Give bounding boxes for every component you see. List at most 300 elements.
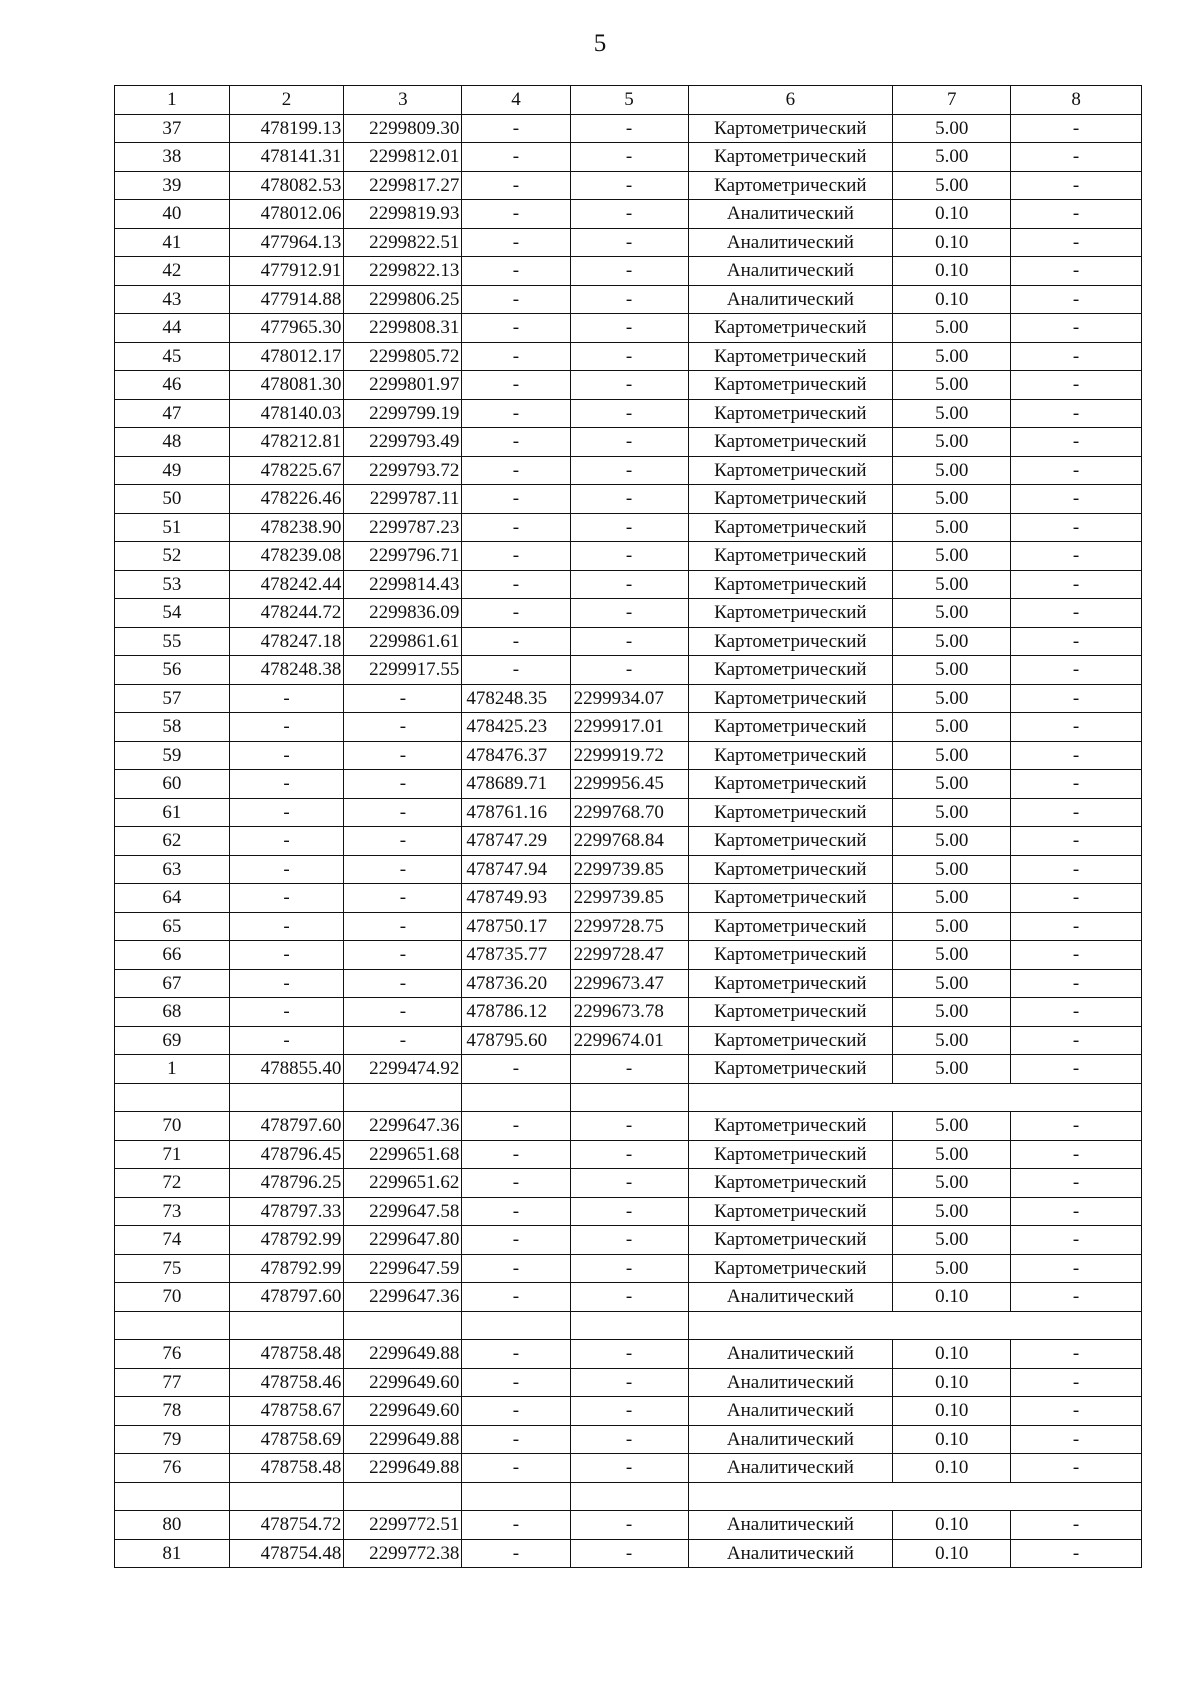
method-cell: Картометрический (688, 1254, 893, 1283)
method-cell: Картометрический (688, 456, 893, 485)
method-cell: Аналитический (688, 257, 893, 286)
table-row (115, 1425, 1142, 1454)
method-cell: Аналитический (688, 1454, 893, 1483)
note-cell: - (1011, 200, 1142, 229)
point-number-cell: 53 (115, 570, 230, 599)
note-cell: - (1011, 1454, 1142, 1483)
table-row (115, 1055, 1142, 1084)
x-coordinate-cell: 478242.44 (229, 570, 344, 599)
new-y-coordinate-cell: - (570, 285, 688, 314)
header-cell: 8 (1011, 86, 1142, 115)
table-row (115, 798, 1142, 827)
y-coordinate-cell: 2299808.31 (344, 314, 462, 343)
new-x-coordinate-cell: - (462, 1539, 570, 1568)
x-coordinate-cell: - (229, 941, 344, 970)
point-number-cell: 54 (115, 599, 230, 628)
accuracy-cell: 5.00 (893, 684, 1011, 713)
empty-cell (344, 1482, 462, 1511)
x-coordinate-cell: 477912.91 (229, 257, 344, 286)
note-cell: - (1011, 456, 1142, 485)
new-x-coordinate-cell: - (462, 1140, 570, 1169)
accuracy-cell: 0.10 (893, 1539, 1011, 1568)
point-number-cell: 58 (115, 713, 230, 742)
new-y-coordinate-cell: - (570, 1454, 688, 1483)
new-y-coordinate-cell: 2299728.47 (570, 941, 688, 970)
x-coordinate-cell: 478247.18 (229, 627, 344, 656)
new-x-coordinate-cell: - (462, 428, 570, 457)
table-header-row (115, 86, 1142, 115)
table-row (115, 399, 1142, 428)
accuracy-cell: 0.10 (893, 1340, 1011, 1369)
method-cell: Картометрический (688, 998, 893, 1027)
note-cell: - (1011, 371, 1142, 400)
y-coordinate-cell: 2299647.80 (344, 1226, 462, 1255)
note-cell: - (1011, 1397, 1142, 1426)
x-coordinate-cell: - (229, 713, 344, 742)
x-coordinate-cell: 478081.30 (229, 371, 344, 400)
table-row (115, 513, 1142, 542)
method-cell: Картометрический (688, 627, 893, 656)
x-coordinate-cell: 478758.67 (229, 1397, 344, 1426)
table-row (115, 371, 1142, 400)
method-cell: Картометрический (688, 770, 893, 799)
new-y-coordinate-cell: 2299768.84 (570, 827, 688, 856)
table-row (115, 998, 1142, 1027)
note-cell: - (1011, 171, 1142, 200)
y-coordinate-cell: 2299651.62 (344, 1169, 462, 1198)
new-y-coordinate-cell: - (570, 171, 688, 200)
empty-cell (893, 1482, 1011, 1511)
new-y-coordinate-cell: - (570, 342, 688, 371)
point-number-cell: 67 (115, 969, 230, 998)
empty-cell (462, 1311, 570, 1340)
new-x-coordinate-cell: 478795.60 (462, 1026, 570, 1055)
point-number-cell: 55 (115, 627, 230, 656)
new-x-coordinate-cell: - (462, 542, 570, 571)
x-coordinate-cell: 478758.46 (229, 1368, 344, 1397)
new-y-coordinate-cell: - (570, 1511, 688, 1540)
method-cell: Аналитический (688, 1283, 893, 1312)
new-y-coordinate-cell: - (570, 542, 688, 571)
method-cell: Аналитический (688, 285, 893, 314)
table-row (115, 314, 1142, 343)
point-number-cell: 37 (115, 114, 230, 143)
accuracy-cell: 0.10 (893, 1511, 1011, 1540)
new-x-coordinate-cell: 478248.35 (462, 684, 570, 713)
method-cell: Картометрический (688, 741, 893, 770)
accuracy-cell: 5.00 (893, 884, 1011, 913)
new-x-coordinate-cell: - (462, 371, 570, 400)
accuracy-cell: 5.00 (893, 143, 1011, 172)
x-coordinate-cell: 478225.67 (229, 456, 344, 485)
table-row (115, 1397, 1142, 1426)
point-number-cell: 49 (115, 456, 230, 485)
new-y-coordinate-cell: 2299917.01 (570, 713, 688, 742)
new-x-coordinate-cell: - (462, 1169, 570, 1198)
y-coordinate-cell: 2299793.72 (344, 456, 462, 485)
x-coordinate-cell: 477965.30 (229, 314, 344, 343)
empty-cell (688, 1083, 893, 1112)
method-cell: Картометрический (688, 656, 893, 685)
y-coordinate-cell: 2299649.60 (344, 1397, 462, 1426)
new-y-coordinate-cell: - (570, 1397, 688, 1426)
note-cell: - (1011, 713, 1142, 742)
method-cell: Картометрический (688, 1112, 893, 1141)
header-cell: 1 (115, 86, 230, 115)
accuracy-cell: 5.00 (893, 1254, 1011, 1283)
note-cell: - (1011, 656, 1142, 685)
y-coordinate-cell: 2299772.51 (344, 1511, 462, 1540)
method-cell: Картометрический (688, 941, 893, 970)
header-cell: 6 (688, 86, 893, 115)
point-number-cell: 52 (115, 542, 230, 571)
x-coordinate-cell: - (229, 741, 344, 770)
note-cell: - (1011, 314, 1142, 343)
new-x-coordinate-cell: - (462, 228, 570, 257)
new-y-coordinate-cell: 2299919.72 (570, 741, 688, 770)
y-coordinate-cell: - (344, 827, 462, 856)
new-y-coordinate-cell: - (570, 200, 688, 229)
point-number-cell: 79 (115, 1425, 230, 1454)
empty-cell (1011, 1311, 1142, 1340)
accuracy-cell: 5.00 (893, 969, 1011, 998)
point-number-cell: 1 (115, 1055, 230, 1084)
note-cell: - (1011, 1226, 1142, 1255)
y-coordinate-cell: 2299812.01 (344, 143, 462, 172)
table-row (115, 855, 1142, 884)
point-number-cell: 59 (115, 741, 230, 770)
point-number-cell: 78 (115, 1397, 230, 1426)
table-row (115, 1511, 1142, 1540)
point-number-cell: 71 (115, 1140, 230, 1169)
accuracy-cell: 5.00 (893, 770, 1011, 799)
method-cell: Картометрический (688, 798, 893, 827)
y-coordinate-cell: 2299787.11 (344, 485, 462, 514)
x-coordinate-cell: 478796.45 (229, 1140, 344, 1169)
note-cell: - (1011, 770, 1142, 799)
new-x-coordinate-cell: - (462, 1283, 570, 1312)
empty-cell (229, 1083, 344, 1112)
accuracy-cell: 5.00 (893, 371, 1011, 400)
point-number-cell: 38 (115, 143, 230, 172)
new-y-coordinate-cell: 2299739.85 (570, 855, 688, 884)
y-coordinate-cell: - (344, 684, 462, 713)
note-cell: - (1011, 257, 1142, 286)
new-y-coordinate-cell: - (570, 1112, 688, 1141)
table-row (115, 342, 1142, 371)
table-row (115, 1169, 1142, 1198)
method-cell: Картометрический (688, 114, 893, 143)
method-cell: Аналитический (688, 1425, 893, 1454)
new-y-coordinate-cell: - (570, 513, 688, 542)
new-y-coordinate-cell: - (570, 1539, 688, 1568)
accuracy-cell: 5.00 (893, 485, 1011, 514)
accuracy-cell: 5.00 (893, 542, 1011, 571)
point-number-cell: 40 (115, 200, 230, 229)
table-row (115, 1539, 1142, 1568)
accuracy-cell: 5.00 (893, 1169, 1011, 1198)
note-cell: - (1011, 1254, 1142, 1283)
accuracy-cell: 5.00 (893, 713, 1011, 742)
new-x-coordinate-cell: - (462, 656, 570, 685)
table-row (115, 741, 1142, 770)
new-y-coordinate-cell: 2299673.47 (570, 969, 688, 998)
x-coordinate-cell: 478796.25 (229, 1169, 344, 1198)
new-x-coordinate-cell: - (462, 485, 570, 514)
new-x-coordinate-cell: - (462, 257, 570, 286)
point-number-cell: 56 (115, 656, 230, 685)
table-row (115, 941, 1142, 970)
point-number-cell: 68 (115, 998, 230, 1027)
note-cell: - (1011, 542, 1142, 571)
accuracy-cell: 5.00 (893, 599, 1011, 628)
new-y-coordinate-cell: 2299674.01 (570, 1026, 688, 1055)
method-cell: Картометрический (688, 485, 893, 514)
y-coordinate-cell: 2299647.59 (344, 1254, 462, 1283)
x-coordinate-cell: 478239.08 (229, 542, 344, 571)
table-row (115, 827, 1142, 856)
accuracy-cell: 5.00 (893, 428, 1011, 457)
y-coordinate-cell: 2299805.72 (344, 342, 462, 371)
point-number-cell: 65 (115, 912, 230, 941)
x-coordinate-cell: 478792.99 (229, 1254, 344, 1283)
method-cell: Картометрический (688, 399, 893, 428)
new-y-coordinate-cell: - (570, 1140, 688, 1169)
accuracy-cell: 0.10 (893, 1283, 1011, 1312)
empty-cell (344, 1083, 462, 1112)
new-y-coordinate-cell: - (570, 314, 688, 343)
empty-cell (1011, 1083, 1142, 1112)
table-row (115, 114, 1142, 143)
method-cell: Аналитический (688, 1340, 893, 1369)
new-y-coordinate-cell: 2299739.85 (570, 884, 688, 913)
new-y-coordinate-cell: - (570, 143, 688, 172)
new-y-coordinate-cell: - (570, 627, 688, 656)
table-row (115, 1368, 1142, 1397)
note-cell: - (1011, 1169, 1142, 1198)
note-cell: - (1011, 1197, 1142, 1226)
y-coordinate-cell: 2299647.36 (344, 1283, 462, 1312)
new-x-coordinate-cell: - (462, 114, 570, 143)
new-y-coordinate-cell: 2299673.78 (570, 998, 688, 1027)
new-x-coordinate-cell: 478761.16 (462, 798, 570, 827)
point-number-cell: 42 (115, 257, 230, 286)
x-coordinate-cell: - (229, 855, 344, 884)
point-number-cell: 57 (115, 684, 230, 713)
table-row (115, 1454, 1142, 1483)
x-coordinate-cell: 478248.38 (229, 656, 344, 685)
table-body (115, 86, 1142, 1568)
accuracy-cell: 5.00 (893, 114, 1011, 143)
method-cell: Аналитический (688, 1539, 893, 1568)
y-coordinate-cell: - (344, 941, 462, 970)
accuracy-cell: 5.00 (893, 456, 1011, 485)
accuracy-cell: 0.10 (893, 1368, 1011, 1397)
accuracy-cell: 5.00 (893, 998, 1011, 1027)
accuracy-cell: 5.00 (893, 656, 1011, 685)
new-y-coordinate-cell: - (570, 228, 688, 257)
new-x-coordinate-cell: - (462, 171, 570, 200)
note-cell: - (1011, 1425, 1142, 1454)
method-cell: Картометрический (688, 314, 893, 343)
new-x-coordinate-cell: - (462, 1197, 570, 1226)
accuracy-cell: 0.10 (893, 257, 1011, 286)
new-x-coordinate-cell: 478747.94 (462, 855, 570, 884)
point-number-cell: 63 (115, 855, 230, 884)
x-coordinate-cell: 478082.53 (229, 171, 344, 200)
accuracy-cell: 5.00 (893, 912, 1011, 941)
y-coordinate-cell: 2299836.09 (344, 599, 462, 628)
method-cell: Аналитический (688, 1511, 893, 1540)
point-number-cell: 69 (115, 1026, 230, 1055)
note-cell: - (1011, 827, 1142, 856)
method-cell: Аналитический (688, 228, 893, 257)
new-x-coordinate-cell: - (462, 1226, 570, 1255)
point-number-cell: 72 (115, 1169, 230, 1198)
note-cell: - (1011, 969, 1142, 998)
y-coordinate-cell: - (344, 1026, 462, 1055)
accuracy-cell: 5.00 (893, 1055, 1011, 1084)
new-y-coordinate-cell: - (570, 570, 688, 599)
x-coordinate-cell: 477964.13 (229, 228, 344, 257)
method-cell: Картометрический (688, 684, 893, 713)
accuracy-cell: 0.10 (893, 228, 1011, 257)
table-row (115, 969, 1142, 998)
y-coordinate-cell: 2299809.30 (344, 114, 462, 143)
separator-row (115, 1083, 1142, 1112)
note-cell: - (1011, 855, 1142, 884)
y-coordinate-cell: - (344, 741, 462, 770)
table-row (115, 713, 1142, 742)
accuracy-cell: 5.00 (893, 1112, 1011, 1141)
method-cell: Картометрический (688, 827, 893, 856)
method-cell: Картометрический (688, 855, 893, 884)
new-y-coordinate-cell: - (570, 656, 688, 685)
new-y-coordinate-cell: - (570, 1169, 688, 1198)
y-coordinate-cell: - (344, 713, 462, 742)
table-row (115, 485, 1142, 514)
note-cell: - (1011, 1340, 1142, 1369)
note-cell: - (1011, 998, 1142, 1027)
table-row (115, 228, 1142, 257)
table-row (115, 599, 1142, 628)
empty-cell (115, 1083, 230, 1112)
y-coordinate-cell: 2299647.58 (344, 1197, 462, 1226)
note-cell: - (1011, 912, 1142, 941)
empty-cell (688, 1311, 893, 1340)
header-cell: 4 (462, 86, 570, 115)
new-x-coordinate-cell: - (462, 1254, 570, 1283)
coordinates-table (114, 85, 1142, 1568)
table-row (115, 884, 1142, 913)
x-coordinate-cell: - (229, 827, 344, 856)
method-cell: Аналитический (688, 1368, 893, 1397)
point-number-cell: 76 (115, 1340, 230, 1369)
accuracy-cell: 0.10 (893, 285, 1011, 314)
x-coordinate-cell: 478141.31 (229, 143, 344, 172)
point-number-cell: 74 (115, 1226, 230, 1255)
method-cell: Картометрический (688, 143, 893, 172)
table-row (115, 912, 1142, 941)
empty-cell (115, 1482, 230, 1511)
new-y-coordinate-cell: - (570, 1368, 688, 1397)
point-number-cell: 48 (115, 428, 230, 457)
accuracy-cell: 0.10 (893, 1425, 1011, 1454)
note-cell: - (1011, 1055, 1142, 1084)
note-cell: - (1011, 228, 1142, 257)
x-coordinate-cell: 478012.17 (229, 342, 344, 371)
table-row (115, 627, 1142, 656)
x-coordinate-cell: 478855.40 (229, 1055, 344, 1084)
new-y-coordinate-cell: - (570, 371, 688, 400)
table-row (115, 1254, 1142, 1283)
method-cell: Картометрический (688, 371, 893, 400)
x-coordinate-cell: 478754.48 (229, 1539, 344, 1568)
method-cell: Картометрический (688, 1169, 893, 1198)
y-coordinate-cell: 2299819.93 (344, 200, 462, 229)
y-coordinate-cell: 2299772.38 (344, 1539, 462, 1568)
x-coordinate-cell: - (229, 684, 344, 713)
header-cell: 3 (344, 86, 462, 115)
y-coordinate-cell: - (344, 798, 462, 827)
x-coordinate-cell: 478758.48 (229, 1454, 344, 1483)
empty-cell (229, 1311, 344, 1340)
new-x-coordinate-cell: - (462, 627, 570, 656)
method-cell: Картометрический (688, 171, 893, 200)
note-cell: - (1011, 798, 1142, 827)
empty-cell (462, 1482, 570, 1511)
x-coordinate-cell: 478012.06 (229, 200, 344, 229)
x-coordinate-cell: - (229, 912, 344, 941)
accuracy-cell: 5.00 (893, 941, 1011, 970)
new-x-coordinate-cell: - (462, 1454, 570, 1483)
method-cell: Картометрический (688, 599, 893, 628)
x-coordinate-cell: 478797.60 (229, 1112, 344, 1141)
table-row (115, 200, 1142, 229)
point-number-cell: 81 (115, 1539, 230, 1568)
x-coordinate-cell: 478199.13 (229, 114, 344, 143)
new-y-coordinate-cell: - (570, 257, 688, 286)
note-cell: - (1011, 1511, 1142, 1540)
accuracy-cell: 5.00 (893, 1026, 1011, 1055)
x-coordinate-cell: 478140.03 (229, 399, 344, 428)
new-y-coordinate-cell: - (570, 1226, 688, 1255)
note-cell: - (1011, 741, 1142, 770)
accuracy-cell: 0.10 (893, 200, 1011, 229)
new-y-coordinate-cell: - (570, 1283, 688, 1312)
note-cell: - (1011, 1368, 1142, 1397)
new-y-coordinate-cell: - (570, 1425, 688, 1454)
new-x-coordinate-cell: - (462, 314, 570, 343)
table-row (115, 1140, 1142, 1169)
x-coordinate-cell: 478226.46 (229, 485, 344, 514)
point-number-cell: 47 (115, 399, 230, 428)
new-y-coordinate-cell: - (570, 399, 688, 428)
new-x-coordinate-cell: - (462, 1055, 570, 1084)
table-row (115, 1026, 1142, 1055)
table-row (115, 684, 1142, 713)
point-number-cell: 80 (115, 1511, 230, 1540)
empty-cell (462, 1083, 570, 1112)
point-number-cell: 61 (115, 798, 230, 827)
method-cell: Картометрический (688, 542, 893, 571)
y-coordinate-cell: - (344, 998, 462, 1027)
y-coordinate-cell: 2299651.68 (344, 1140, 462, 1169)
new-x-coordinate-cell: - (462, 456, 570, 485)
new-y-coordinate-cell: - (570, 1340, 688, 1369)
y-coordinate-cell: - (344, 969, 462, 998)
point-number-cell: 50 (115, 485, 230, 514)
